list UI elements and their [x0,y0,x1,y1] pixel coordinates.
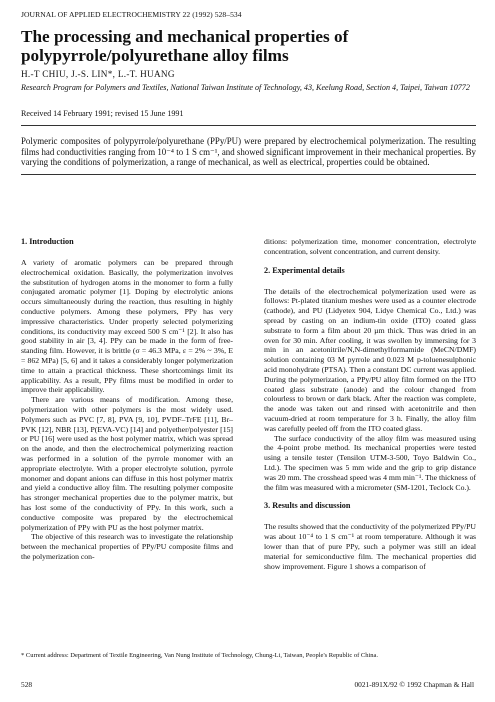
right-column [264,237,476,571]
paragraph: A variety of aromatic polymers can be prepared through electrochemical oxidation. Basically, the polymerization involves the substitution of hydrogen atoms in the monomer to form a fully conjugated aromatic polymer [1]. Doping by electrolytic anions occurs simultaneously during the reaction, thus resulting in highly conductive polymers. Among these polymers, PPy has very impressive characteristics. Under properly selected polymerizing conditions, its conductivity may exceed 500 S cm⁻¹ [2]. It also has good stability in air [3, 4]. PPy can be made in the form of free-standing film. However, it is brittle (σ = 46.3 MPa, ε = 2% ~ 3%, E = 862 MPa) [5, 6] and it takes a considerably longer polymerization time to attain a practical thickness. These shortcomings limit its applicability. As a result, PPy films must be modified in order to improve their applicability. [21,258,233,395]
journal-header: JOURNAL OF APPLIED ELECTROCHEMISTRY 22 (1992) 528–534 [21,10,242,19]
abstract-box [21,125,476,175]
received-dates: Received 14 February 1991; revised 15 June 1991 [21,108,184,118]
paragraph: The objective of this research was to investigate the relationship between the mechanical properties of PPy/PU composite films and the polymerization con- [21,532,233,561]
abstract-text: Polymeric composites of polypyrrole/polyurethane (PPy/PU) were prepared by electrochemical polymerization. The resulting films had conductivities ranging from 10⁻⁴ to 1 S cm⁻¹, and showed significant improvement in their mechanical properties. By varying the conditions of polymerization, a range of mechanical, as well as electrical, properties could be obtained. [21,136,476,168]
footnote: * Current address: Department of Textile Engineering, Van Nung Institute of Technology, Chung-Li, Taiwan, People's Republic of China. [21,652,379,659]
article-authors: H.-T CHIU, J.-S. LIN*, L.-T. HUANG [21,69,175,79]
section-heading-introduction: 1. Introduction [21,237,74,246]
article-title: The processing and mechanical properties of polypyrrole/polyurethane alloy films [21,27,349,65]
paragraph: The results showed that the conductivity of the polymerized PPy/PU was about 10⁻⁴ to 1 S cm⁻¹ at room temperature. Although it was lower than that of pure PPy, such a polymer was still an ideal material for semiconductive film. The mechanical properties did show improvement. Figure 1 shows a comparison of [264,522,476,571]
section-heading-results: 3. Results and discussion [264,501,351,511]
copyright-line: 0021-891X/92 © 1992 Chapman & Hall [354,680,474,689]
paragraph: The details of the electrochemical polymerization used were as follows: Pt-plated titanium meshes were used as a counter electrode (cathode), and PU (Lidyetex 904, Lidye Chemical Co., Ltd.) was spread by casting on an indium-tin oxide (ITO) coated glass substrate to form a film about 20 µm thick. Thus was dried in an oven for 30 min. After cooling, it was swollen by immersing for 3 min in an acetonitrile/N,N-dimethylformamide (MeCN/DMF) solution containing 03 M pyrrole and 0.023 M p-toluenesulphonic acid monohydrate (PTSA). Then a constant DC current was applied. During the polymerization, a PPy/PU alloy film formed on the ITO coated glass substrate (anode) and the colour changed from colourless to brown or dark black. After the reaction was complete, the anode was taken out and rinsed with acetonitrile and then vacuum-dried at room temperature for 3 h. Finally, the alloy film was carefully peeled off from the ITO coated glass. [264,286,476,433]
paragraph: There are various means of modification. Among these, polymerization with other polymers is the most widely used. Polymers such as PVC [7, 8], PVA [9, 10], PVDF–TrFE [11], Br–PVK [12], NBR [13], P(EVA-VC) [14] and polyether/polyester [15] or PU [16] were used as the host polymer matrix, which was spread on the anode, and then the electrochemical polymerizing reaction was performed in a solution of the pyrrole monomer with an appropriate electrolyte. With a proper electrolyte solution, pyrrole monomer and dopant anions can diffuse in this host polymer matrix and yield a conductive alloy film. The resulting polymer composite has stronger mechanical properties due to the polymer matrix, but has lost some of the conductivity of PPy. In this work, such a conductive composite was prepared by the electrochemical polymerization of PPy with PU as the host polymer matrix. [21,395,233,532]
paragraph: ditions: polymerization time, monomer concentration, electrolyte concentration, solvent concentration, and current density. [264,237,476,256]
page-number: 528 [21,680,33,689]
paragraph: The surface conductivity of the alloy film was measured using the 4-point probe method. Its mechanical properties were tested using a tensile tester (Tensilon UTM-3-500, Toyo Baldwin Co., Ltd.). The specimen was 5 mm wide and the grip to grip distance was 20 mm. The crosshead speed was 4 mm min⁻¹. The thickness of the film was measured with a micrometer (SM-1201, Teclock Co.). [264,433,476,492]
author-affiliation: Research Program for Polymers and Textiles, National Taiwan Institute of Technology, 43, Keelung Road, Section 4, Taipei, Taiwan 10772 [21,82,470,92]
section-heading-experimental: 2. Experimental details [264,265,345,275]
left-column [21,237,233,562]
